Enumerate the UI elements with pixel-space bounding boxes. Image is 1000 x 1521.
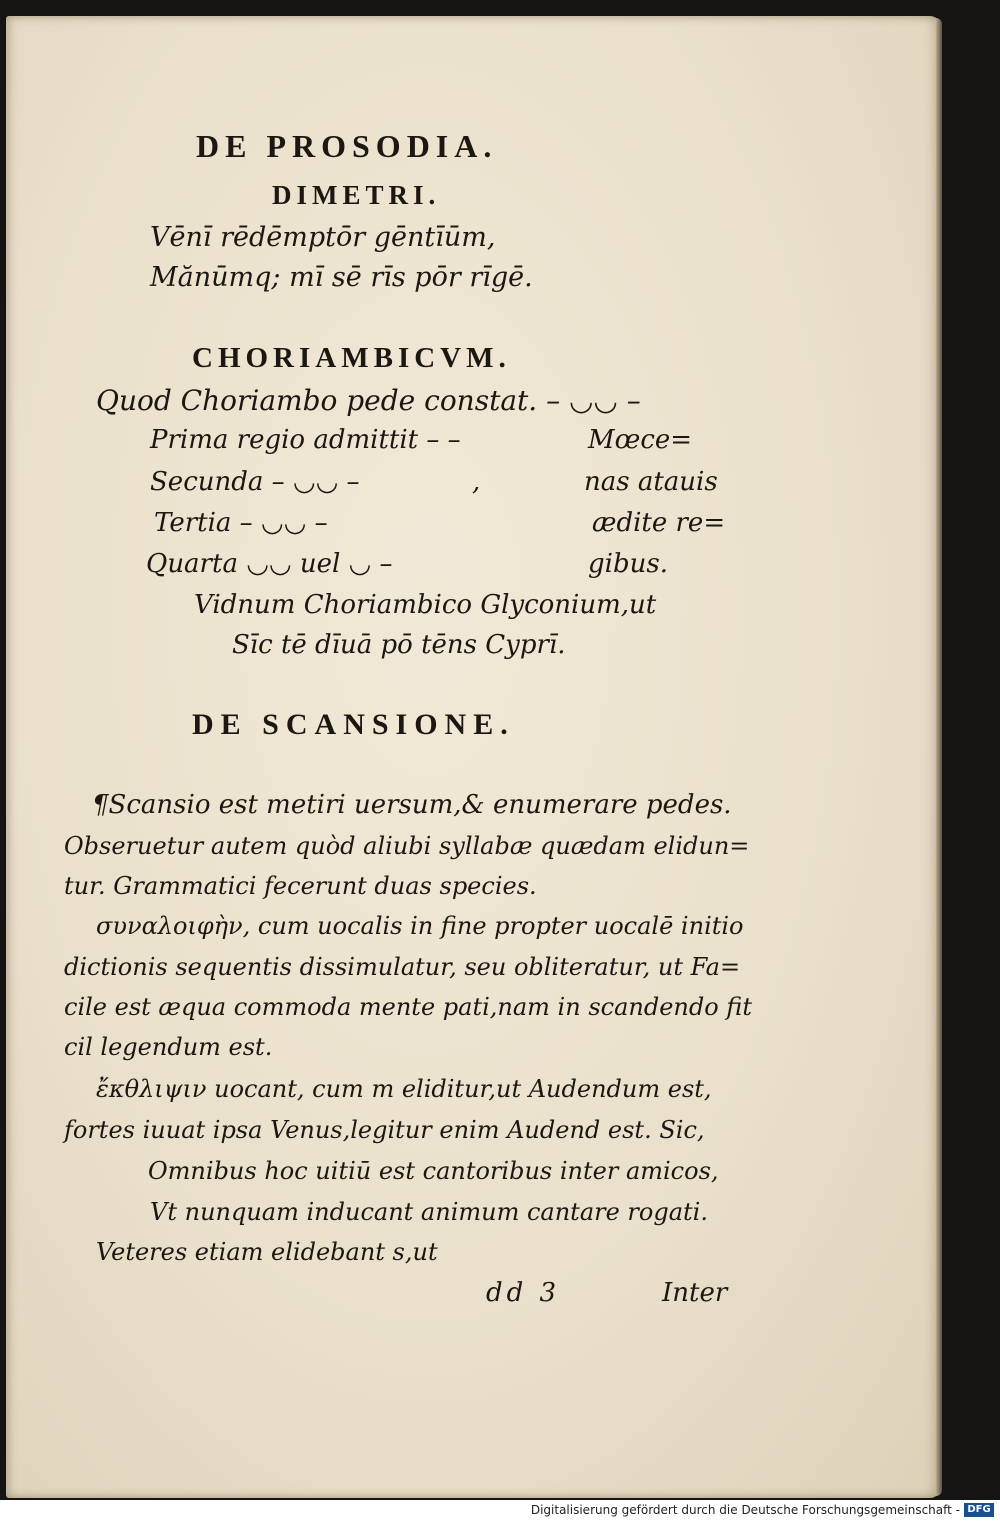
glyconium-line: Vidnum Choriambico Glyconium,ut: [194, 590, 657, 620]
body-line: fortes iuuat ipsa Venus,legitur enim Audend est. Sic,: [64, 1116, 705, 1144]
quod-line: Quod Choriambo pede constat. – ◡◡ –: [96, 384, 641, 417]
body-line: Vt nunquam inducant animum cantare rogati.: [150, 1198, 708, 1226]
body-line: Obseruetur autem quòd aliubi syllabæ quædam elidun=: [64, 832, 750, 860]
body-line: cil legendum est.: [64, 1033, 273, 1061]
dimetri-line: Mănūmq; mī sē rīs pōr rīgē.: [150, 262, 533, 293]
page-edge: [936, 18, 942, 1496]
scansione-heading: DE SCANSIONE.: [192, 708, 515, 741]
example-line: nas atauis: [584, 467, 718, 497]
rule-comma: ,: [472, 467, 481, 497]
body-line: cile est æqua commoda mente pati,nam in scandendo fit: [64, 993, 752, 1021]
rule-line: Secunda – ◡◡ –: [150, 467, 360, 497]
rule-line: Quarta ◡◡ uel ◡ –: [146, 549, 393, 579]
example-line: gibus.: [588, 549, 668, 579]
glyconium-example: Sīc tē dīuā pō tēns Cyprī.: [232, 630, 566, 660]
body-line: ἔκθλιψιν uocant, cum m eliditur,ut Audendum est,: [96, 1075, 712, 1103]
body-line: ¶Scansio est metiri uersum,& enumerare pedes.: [92, 790, 732, 820]
body-line: dictionis sequentis dissimulatur, seu obliteratur, ut Fa=: [64, 953, 741, 981]
dimetri-heading: DIMETRI.: [272, 180, 441, 210]
example-line: Mœce=: [588, 425, 693, 455]
catchword: Inter: [662, 1278, 728, 1308]
body-line: Omnibus hoc uitiū est cantoribus inter amicos,: [148, 1157, 719, 1185]
signature-mark: dd 3: [486, 1278, 561, 1308]
footer-credit: Digitalisierung gefördert durch die Deutsche Forschungsgemeinschaft -: [530, 1503, 960, 1517]
page-heading: DE PROSODIA.: [196, 128, 498, 164]
body-line: tur. Grammatici fecerunt duas species.: [64, 872, 537, 900]
body-line: Veteres etiam elidebant s,ut: [96, 1238, 438, 1266]
rule-line: Prima regio admittit – –: [150, 425, 461, 455]
dimetri-line: Vēnī rēdēmptōr gēntīūm,: [150, 222, 496, 253]
rule-line: Tertia – ◡◡ –: [154, 508, 328, 538]
example-line: ædite re=: [592, 508, 726, 538]
body-line: συναλοιφὴν, cum uocalis in fine propter uocalē initio: [96, 912, 744, 940]
dfg-logo-icon: DFG: [964, 1503, 994, 1517]
choriambicum-heading: CHORIAMBICVM.: [192, 342, 511, 374]
